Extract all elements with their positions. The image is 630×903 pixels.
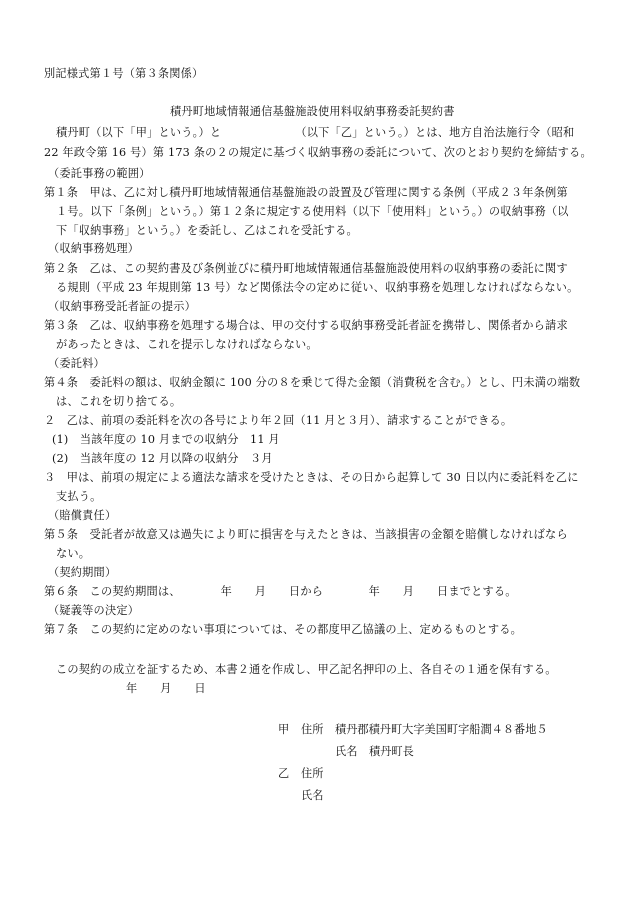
article-line: １号。以下「条例」という。）第１２条に規定する使用料（以下「使用料」という。）の収納事務（以 xyxy=(56,205,569,218)
article-line: 下「収納事務」という。）を委託し、乙はこれを受託する。 xyxy=(56,224,358,237)
section-heading: （収納事務受託者証の提示） xyxy=(48,300,197,313)
article-line: 第５条 受託者が故意又は過失により町に損害を与えたときは、当該損害の金額を賠償しなければなら xyxy=(44,528,568,541)
article-line: 支払う。 xyxy=(56,490,102,503)
article-line: ２ 乙は、前項の委託料を次の各号により年２回（11 月と３月）、請求することができる。 xyxy=(44,414,513,427)
article-line: 第２条 乙は、この契約書及び条例並びに積丹町地域情報通信基盤施設使用料の収納事務の委託に関す xyxy=(44,262,568,275)
party-b-address-label: 住所 xyxy=(301,767,324,780)
intro-line-1: 積丹町（以下「甲」という。）と （以下「乙」という。）とは、地方自治法施行令（昭和 xyxy=(56,126,575,139)
article-line: 第３条 乙は、収納事務を処理する場合は、甲の交付する収納事務受託者証を携帯し、関係者から請求 xyxy=(44,319,568,332)
article-line: 第１条 甲は、乙に対し積丹町地域情報通信基盤施設の設置及び管理に関する条例（平成２３年条例第 xyxy=(44,186,568,199)
party-a-address: 積丹郡積丹町大字美国町字船澗４８番地５ xyxy=(335,723,548,736)
section-heading: （委託料） xyxy=(48,357,105,370)
article-line: ３ 甲は、前項の規定による適法な請求を受けたときは、その日から起算して 30 日以内に委託料を乙に xyxy=(44,471,579,484)
closing-statement: この契約の成立を証するため、本書２通を作成し、甲乙記名押印の上、各自その１通を保有する。 xyxy=(56,663,557,676)
article-line: 第４条 委託料の額は、収納金額に 100 分の８を乗じて得た金額（消費税を含む。）とし、円未満の端数 xyxy=(44,376,581,389)
section-heading: （賠償責任） xyxy=(48,509,117,522)
section-heading: （委託事務の範囲） xyxy=(48,167,151,180)
article-line: 第６条 この契約期間は、 年 月 日から 年 月 日までとする。 xyxy=(44,585,517,598)
section-heading: （疑義等の決定） xyxy=(48,604,140,617)
party-a-name: 積丹町長 xyxy=(369,745,414,758)
party-a-name-label: 氏名 xyxy=(335,745,358,758)
party-a-address-label: 住所 xyxy=(301,723,324,736)
article-item: (1) 当該年度の 10 月までの収納分 11 月 xyxy=(52,433,280,446)
form-number: 別記様式第１号（第３条関係） xyxy=(44,67,204,80)
party-b-name-label: 氏名 xyxy=(301,789,324,802)
section-heading: （契約期間） xyxy=(48,566,117,579)
article-line: があったときは、これを提示しなければならない。 xyxy=(56,338,318,351)
intro-line-2: 22 年政令第 16 号）第 173 条の２の規定に基づく収納事務の委託について、次のとおり契約を締結する。 xyxy=(44,146,592,159)
party-a-mark: 甲 xyxy=(278,723,290,736)
section-heading: （収納事務処理） xyxy=(48,242,140,255)
document-title: 積丹町地域情報通信基盤施設使用料収納事務委託契約書 xyxy=(170,105,455,118)
article-line: 第７条 この契約に定めのない事項については、その都度甲乙協議の上、定めるものとする。 xyxy=(44,623,523,636)
date-line: 年 月 日 xyxy=(126,682,206,695)
article-line: ない。 xyxy=(56,547,91,560)
party-b-mark: 乙 xyxy=(278,767,290,780)
article-item: (2) 当該年度の 12 月以降の収納分 ３月 xyxy=(52,452,273,465)
article-line: は、これを切り捨てる。 xyxy=(56,395,182,408)
article-line: る規則（平成 23 年規則第 13 号）など関係法令の定めに従い、収納事務を処理しなければならない。 xyxy=(56,281,579,294)
